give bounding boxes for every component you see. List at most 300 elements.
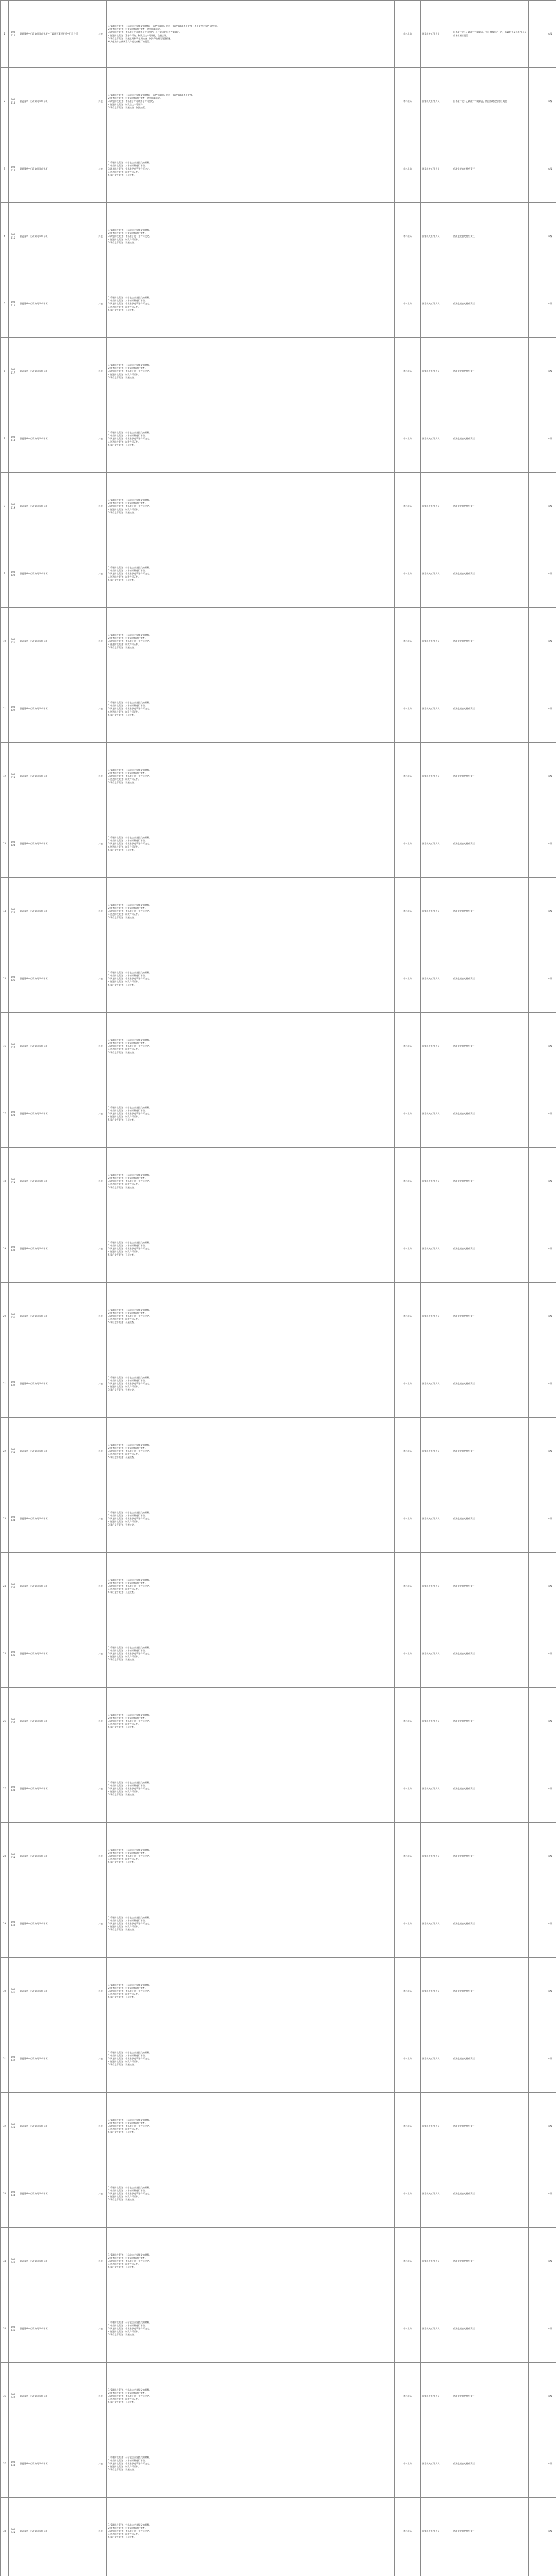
item-name [18,2565,95,2576]
accountability-measure: 依法依规追究相应责任 [451,203,529,270]
item-category: 其他 [95,2025,107,2093]
detail-line: 2.审查阶段责任：对申请材料进行审查。 [108,1379,147,1382]
detail-line: 3.决定阶段责任：作出准予或不予许可决定。 [108,2192,151,2195]
responsible-department: 市林业局 [395,203,421,270]
accountability-measure: 依法依规追究相应责任 [451,1958,529,2025]
item-category: 其他 [95,1,107,68]
item-category: 其他 [95,1283,107,1350]
row-number: 19 [1,1215,9,1283]
detail-line: 1.受理阶段责任：公示依法应当提交的材料。 [108,1241,151,1244]
item-name: 职责清单—行政许可事项子项 [18,1418,95,1485]
responsible-department: 市林业局 [395,2498,421,2565]
detail-line: 3.决定阶段责任：作出准予或不予许可决定。 [108,909,151,912]
responsible-department: 市林业局 [395,1890,421,1958]
detail-line: 3.决定阶段责任：作出准予或不予许可决定。 [108,2462,151,2465]
detail-line: 3.决定阶段责任：作出准予或不予许可决定。 [108,2394,151,2397]
item-name: 职责清单—行政许可事项子项 [18,1013,95,1080]
level-tag: 本级 [544,810,556,878]
row-number: 28 [1,1823,9,1890]
detail-line: 1.受理阶段责任：公示依法应当提交的材料。 [108,161,151,164]
item-name: 职责清单—行政许可事项子项 [18,2295,95,2363]
row-number: 7 [1,405,9,473]
note-cell [529,2295,544,2363]
table-row [1,1485,556,1553]
detail-line: 1.受理阶段责任：公示依法应当提交的材料。 [108,903,151,906]
level-tag: 本级 [544,2295,556,2363]
item-category: 其他 [95,1688,107,1755]
row-number: 8 [1,473,9,540]
detail-line: 3.决定阶段责任：作出准予或不予许可决定。 [108,437,151,440]
table-row [1,270,556,338]
detail-line: 4.送达阶段责任：制发许可证件。 [108,2533,141,2536]
detail-line: 5.事后监管责任：开展检查。 [108,174,136,177]
table-row [1,2498,556,2565]
responsible-department: 市林业局 [395,1485,421,1553]
responsible-department [395,2565,421,2576]
detail-line: 4.送达阶段责任：制发许可证件。 [108,1115,141,1118]
row-number [1,2565,9,2576]
detail-line: 2.审查阶段责任：对申请材料进行审查。 [108,1311,147,1314]
row-number: 13 [1,810,9,878]
item-name: 职责清单—行政许可事项子项 [18,1823,95,1890]
table-row [1,1958,556,2025]
level-tag: 本级 [544,878,556,945]
responsibility-subject: 国家机关工作人员 [421,1215,451,1283]
responsibility-subject: 国家机关工作人员 [421,743,451,810]
item-category: 其他 [95,1620,107,1688]
accountability-measure: 依法依规追究相应责任 [451,1485,529,1553]
note-cell [529,1,544,68]
accountability-measure: 因不履行或不正确履行行政职责，依法依规追究相应责任 [451,68,529,135]
responsibility-detail [107,2363,395,2430]
detail-line: 3.决定阶段责任：作出准予或不予许可决定。 [108,2529,151,2532]
level-tag: 本级 [544,2228,556,2295]
detail-line: 3.决定阶段责任：作出准予或不予许可决定。 [108,572,151,575]
level-tag: 本级 [544,1620,556,1688]
item-code: 000 019 [9,473,18,540]
item-name: 职责清单—行政许可事项子项 [18,135,95,203]
item-name: 职责清单—行政许可事项子项 [18,810,95,878]
item-code: 000 026 [9,945,18,1013]
detail-line: 1.受理阶段责任：公示依法应当提交的材料。 [108,1916,151,1919]
responsible-department: 市林业局 [395,2295,421,2363]
responsibility-subject: 国家机关工作人员 [421,203,451,270]
accountability-measure: 依法依规追究相应责任 [451,1148,529,1215]
item-code: 000 041 [9,1958,18,2025]
item-code: 000 044 [9,2160,18,2228]
detail-line: 1.受理阶段责任：公示依法应当提交的材料。 [108,971,151,974]
responsible-department: 市林业局 [395,945,421,1013]
detail-line: 5.事后监管责任：开展检查。 [108,1726,136,1729]
detail-line: 5.事后监管责任：开展检查。 [108,646,136,649]
detail-line: 1.受理阶段责任：公示依法应当提交的材料。 [108,2050,151,2054]
row-number: 3 [1,135,9,203]
item-category: 其他 [95,945,107,1013]
item-code: 000 048 [9,2430,18,2498]
note-cell [529,1890,544,1958]
responsibility-subject: 国家机关工作人员 [421,1823,451,1890]
detail-line: 3.决定阶段责任：作出准予或不予许可决定。 [108,1382,151,1385]
responsibility-detail [107,1620,395,1688]
table-row [1,540,556,608]
level-tag: 本级 [544,1283,556,1350]
item-code: 000 014 [9,135,18,203]
row-number: 27 [1,1755,9,1823]
item-category: 其他 [95,2160,107,2228]
responsibility-detail [107,1148,395,1215]
detail-line: 3.决定阶段责任：作出准予或不予许可决定。 [108,842,151,845]
detail-line: 4.送达阶段责任：准予许可的，制发送达许可证件，信息公开。 [108,34,169,37]
item-category: 其他 [95,1148,107,1215]
responsibility-detail [107,743,395,810]
item-name: 职责清单—行政许可事项子项 [18,2363,95,2430]
detail-line: 2.审查阶段责任：对申请材料进行审查。 [108,1514,147,1517]
row-number: 35 [1,2295,9,2363]
detail-line: 3.决定阶段责任：作出准予许可或不予许可决定。 [108,99,155,103]
detail-line: 2.审查阶段责任：对申请材料进行审查。 [108,2526,147,2529]
level-tag: 本级 [544,338,556,405]
item-name: 职责清单—行政许可事项子项 [18,1485,95,1553]
level-tag: 本级 [544,68,556,135]
detail-line: 1.受理阶段责任：公示依法应当提交的材料。 [108,1848,151,1851]
level-tag: 本级 [544,1688,556,1755]
item-code: 000 034 [9,1485,18,1553]
detail-line: 2.审查阶段责任：对申请材料进行审查。 [108,2459,147,2462]
detail-line: 1.受理阶段责任：公示依法应当提交的材料。 [108,1646,151,1649]
level-tag: 本级 [544,2093,556,2160]
row-number: 11 [1,675,9,743]
accountability-measure: 依法依规追究相应责任 [451,473,529,540]
item-category: 其他 [95,1013,107,1080]
level-tag: 本级 [544,2498,556,2565]
item-category: 其他 [95,270,107,338]
detail-line: 2.审查阶段责任：对申请材料进行审查。 [108,2189,147,2192]
item-code: 000 035 [9,1553,18,1620]
accountability-measure: 依法依规追究相应责任 [451,1688,529,1755]
item-code: 000 042 [9,2025,18,2093]
table-row [1,878,556,945]
accountability-measure: 依法依规追究相应责任 [451,878,529,945]
item-name: 职责清单—行政许可事项子项 [18,1688,95,1755]
responsibility-subject: 国家机关工作人员 [421,878,451,945]
detail-line: 2.审查阶段责任：对申请材料进行审查。 [108,1244,147,1247]
detail-line: 5.事后监管责任：开展检查。 [108,1523,136,1527]
responsible-department: 市林业局 [395,68,421,135]
row-number: 23 [1,1485,9,1553]
responsibility-detail [107,1215,395,1283]
accountability-measure: 依法依规追究相应责任 [451,945,529,1013]
row-number: 5 [1,270,9,338]
item-name: 职责清单—行政许可事项子项 [18,2093,95,2160]
detail-line: 4.送达阶段责任：制发许可证件。 [108,2060,141,2063]
responsibility-subject: 国家机关工作人员 [421,2160,451,2228]
responsibility-detail [107,2025,395,2093]
level-tag: 本级 [544,2430,556,2498]
item-category: 其他 [95,675,107,743]
note-cell [529,1283,544,1350]
detail-line: 3.决定阶段责任：作出准予或不予许可决定。 [108,639,151,642]
detail-line: 5.事后监管责任：开展检查。 [108,2333,136,2336]
detail-line: 4.送达阶段责任：制发许可证件。 [108,1318,141,1321]
detail-line: 5.事后监管责任：开展检查。 [108,511,136,514]
responsibility-detail [107,338,395,405]
item-code: 000 029 [9,1148,18,1215]
row-number: 32 [1,2093,9,2160]
responsibility-subject: 国家机关工作人员 [421,1485,451,1553]
responsibility-subject: 国家机关工作人员 [421,810,451,878]
item-code: 000 045 [9,2228,18,2295]
responsibility-detail [107,203,395,270]
detail-line: 3.决定阶段责任：作出准予或不予许可决定。 [108,1652,151,1655]
responsibility-subject: 国家机关工作人员 [421,2228,451,2295]
note-cell [529,405,544,473]
responsibility-detail [107,270,395,338]
item-name: 职责清单—行政许可事项子项 [18,675,95,743]
item-name: 职责清单—行政许可事项子项 [18,1620,95,1688]
table-row [1,68,556,135]
detail-line: 2.审查阶段责任：对申请材料进行审查。 [108,1784,147,1787]
item-category: 其他 [95,2228,107,2295]
detail-line: 3.决定阶段责任：作出准予或不予许可决定。 [108,1719,151,1722]
row-number: 14 [1,878,9,945]
item-category: 其他 [95,1755,107,1823]
accountability-measure: 依法依规追究相应责任 [451,1013,529,1080]
table-row [1,1215,556,1283]
detail-line: 1.受理阶段责任：公示依法应当提交的材料。 [108,228,151,231]
item-name: 职责清单—行政许可事项子项 [18,1080,95,1148]
responsible-department: 市林业局 [395,1148,421,1215]
responsibility-subject: 国家机关工作人员 [421,270,451,338]
accountability-measure: 依法依规追究相应责任 [451,675,529,743]
detail-line: 5.事后监管责任：开展检查。 [108,241,136,244]
item-name: 职责清单—行政许可事项子项 [18,270,95,338]
responsibility-detail [107,945,395,1013]
detail-line: 5.事后监管责任：开展检查。 [108,916,136,919]
responsibility-subject: 国家机关工作人员 [421,2363,451,2430]
detail-line: 1.受理阶段责任：公示依法应当提交的材料。 [108,633,151,636]
table-row [1,2430,556,2498]
accountability-measure: 依法依规追究相应责任 [451,2025,529,2093]
responsibility-detail [107,1418,395,1485]
table-row [1,2363,556,2430]
table-row [1,945,556,1013]
note-cell [529,743,544,810]
accountability-measure: 依法依规追究相应责任 [451,540,529,608]
responsibility-detail [107,675,395,743]
detail-line: 1.受理阶段责任：公示依法应当提交的材料。 [108,2118,151,2121]
detail-line: 3.决定阶段责任：作出准予或不予许可决定。 [108,2259,151,2262]
responsibility-subject: 国家机关工作人员 [421,1958,451,2025]
item-code: 000 040 [9,1890,18,1958]
responsible-department: 市林业局 [395,743,421,810]
detail-line: 2.审查阶段责任：对申请材料进行审查。 [108,1041,147,1044]
item-name: 职责清单—行政许可事项子项 [18,878,95,945]
level-tag: 本级 [544,2025,556,2093]
detail-line: 3.决定阶段责任：作出准予或不予许可决定。 [108,2124,151,2127]
accountability-measure: 因不履行或不正确履行行政职责，有下列情形之一的，行政机关及其工作人员应承担相应责任 [451,1,529,68]
responsibility-detail [107,2228,395,2295]
level-tag [544,2565,556,2576]
detail-line: 5.事后监管责任：开展检查。 [108,444,136,447]
detail-line: 5.事后监管责任：开展检查。 [108,1861,136,1864]
responsible-department: 市林业局 [395,1080,421,1148]
detail-line: 3.决定阶段责任：作出准予或不予许可决定。 [108,1854,151,1857]
detail-line: 4.送达阶段责任：制发许可证件。 [108,1385,141,1388]
level-tag: 本级 [544,1958,556,2025]
detail-line: 4.送达阶段责任：制发许可证件。 [108,238,141,241]
item-code: 000 032 [9,1350,18,1418]
item-category: 其他 [95,1350,107,1418]
detail-line: 4.送达阶段责任：制发许可证件。 [108,575,141,579]
responsibility-detail [107,540,395,608]
detail-line: 2.审查阶段责任：对申请材料进行审查。 [108,1109,147,1112]
accountability-measure [451,2565,529,2576]
responsible-department: 市林业局 [395,1958,421,2025]
item-code: 000 047 [9,2363,18,2430]
detail-line: 5.事后监管责任：开展检查。 [108,1456,136,1459]
detail-line: 2.审查阶段责任：对申请材料进行审查，提出审查意见。 [108,96,162,99]
item-name: 职责清单—行政许可事项子项 [18,68,95,135]
detail-line: 1.受理阶段责任：公示依法应当提交的材料。 [108,1713,151,1716]
detail-line: 4.送达阶段责任：制发许可证件。 [108,2195,141,2198]
detail-line: 5.事后监管责任：开展检查。 [108,2198,136,2201]
accountability-measure: 依法依规追究相应责任 [451,405,529,473]
detail-line: 2.审查阶段责任：对申请材料进行审查。 [108,1851,147,1854]
detail-line: 1.受理阶段责任：公示依法应当提交的材料。 [108,498,151,501]
responsibility-subject: 国家机关工作人员 [421,1890,451,1958]
item-code: 000 024 [9,810,18,878]
accountability-measure: 依法依规追究相应责任 [451,810,529,878]
table-row [1,1553,556,1620]
table-row [1,338,556,405]
detail-line: 3.决定阶段责任：作出准予或不予许可决定。 [108,1584,151,1587]
detail-line: 1.受理阶段责任：公示依法应当提交的材料。 [108,2455,151,2459]
detail-line: 4.送达阶段责任：制发许可证件。 [108,508,141,511]
responsible-department: 市林业局 [395,1283,421,1350]
note-cell [529,1755,544,1823]
item-name: 职责清单—行政许可事项子项 [18,1148,95,1215]
item-code: 000 013 [9,68,18,135]
table-row [1,1688,556,1755]
detail-line: 2.审查阶段责任：对申请材料进行审查。 [108,2054,147,2057]
detail-line: 3.决定阶段责任：作出准予或不予许可决定。 [108,167,151,170]
accountability-measure: 依法依规追究相应责任 [451,2228,529,2295]
responsible-department: 市林业局 [395,1215,421,1283]
row-number: 36 [1,2363,9,2430]
detail-line: 2.审查阶段责任：对申请材料进行审查。 [108,771,147,774]
detail-line: 5.事后监管责任：开展检查。 [108,1591,136,1594]
level-tag: 本级 [544,675,556,743]
row-number: 24 [1,1553,9,1620]
detail-line: 1.受理阶段责任：公示依法应当提交的材料。 [108,2523,151,2526]
row-number: 25 [1,1620,9,1688]
responsible-department: 市林业局 [395,540,421,608]
detail-line: 2.审查阶段责任：对申请材料进行审查。 [108,839,147,842]
item-name: 职责清单—行政许可事项子项 [18,1283,95,1350]
detail-line: 1.受理阶段责任：公示依法应当提交的材料。 [108,768,151,771]
responsibility-detail [107,2160,395,2228]
responsible-department: 市林业局 [395,338,421,405]
note-cell [529,540,544,608]
item-category: 其他 [95,68,107,135]
table-row [1,405,556,473]
responsibility-detail [107,608,395,675]
detail-line: 4.送达阶段责任：制发许可证件。 [108,1250,141,1253]
note-cell [529,1688,544,1755]
note-cell [529,675,544,743]
detail-line: 5.事后监管责任：开展检查。 [108,1658,136,1662]
item-category: 其他 [95,540,107,608]
note-cell [529,1958,544,2025]
detail-line: 3.决定阶段责任：作出准予或不予许可决定。 [108,234,151,238]
accountability-measure: 依法依规追究相应责任 [451,2295,529,2363]
note-cell [529,473,544,540]
item-name: 职责清单—行政许可事项子项 [18,743,95,810]
responsibility-subject: 国家机关工作人员 [421,675,451,743]
detail-line: 2.审查阶段责任：对申请材料进行审查。 [108,1716,147,1719]
detail-line: 3.决定阶段责任：作出准予或不予许可决定。 [108,1247,151,1250]
item-name: 职责清单—行政许可事项子项 [18,1958,95,2025]
detail-line: 4.送达阶段责任：制发许可证件。 [108,1993,141,1996]
responsibility-subject: 国家机关工作人员 [421,945,451,1013]
responsibility-subject: 国家机关工作人员 [421,2093,451,2160]
detail-line: 4.送达阶段责任：制发许可证件。 [108,2330,141,2333]
item-code: 000 022 [9,675,18,743]
row-number: 20 [1,1283,9,1350]
detail-line: 4.送达阶段责任：制发许可证件。 [108,2398,141,2401]
note-cell [529,2025,544,2093]
detail-line: 2.审查阶段责任：对申请材料进行审查。 [108,2324,147,2327]
detail-line: 3.决定阶段责任：作出准予或不予许可决定。 [108,1517,151,1520]
detail-line: 5.事后监管责任：开展定期和不定期检查，依法采取相关处置措施。 [108,37,173,40]
note-cell [529,338,544,405]
accountability-measure: 依法依规追究相应责任 [451,1080,529,1148]
note-cell [529,1418,544,1485]
responsibility-detail [107,1823,395,1890]
responsibility-subject: 国家机关工作人员 [421,1148,451,1215]
detail-line: 4.送达阶段责任：制发许可证件。 [108,306,141,309]
detail-line: 3.决定阶段责任：作出准予许可或不予许可决定；不予许可的应当告知理由。 [108,30,182,33]
responsibility-detail [107,1080,395,1148]
table-row [1,2093,556,2160]
level-tag: 本级 [544,1080,556,1148]
item-name: 职责清单—行政许可事项子项 [18,540,95,608]
table-row [1,1620,556,1688]
accountability-measure: 依法依规追究相应责任 [451,2363,529,2430]
responsibility-detail [107,135,395,203]
responsibility-detail [107,2430,395,2498]
detail-line: 1.受理阶段责任：公示依法应当提交的材料。 [108,2320,151,2324]
detail-line: 2.审查阶段责任：对申请材料进行审查。 [108,1446,147,1449]
detail-line: 5.事后监管责任：开展检查。 [108,2131,136,2134]
note-cell [529,270,544,338]
table-row [1,1418,556,1485]
detail-line: 5.事后监管责任：开展检查。 [108,1253,136,1257]
responsibility-detail [107,2295,395,2363]
detail-line: 5.事后监管责任：开展检查。 [108,1051,136,1054]
table-row [1,473,556,540]
responsibility-subject: 国家机关工作人员 [421,540,451,608]
detail-line: 4.送达阶段责任：制发许可证件。 [108,1723,141,1726]
note-cell [529,1620,544,1688]
item-code: 000 030 [9,1215,18,1283]
note-cell [529,945,544,1013]
item-category: 其他 [95,743,107,810]
item-category: 其他 [95,338,107,405]
note-cell [529,1148,544,1215]
responsibility-subject: 国家机关工作人员 [421,1283,451,1350]
responsible-department: 市林业局 [395,1553,421,1620]
